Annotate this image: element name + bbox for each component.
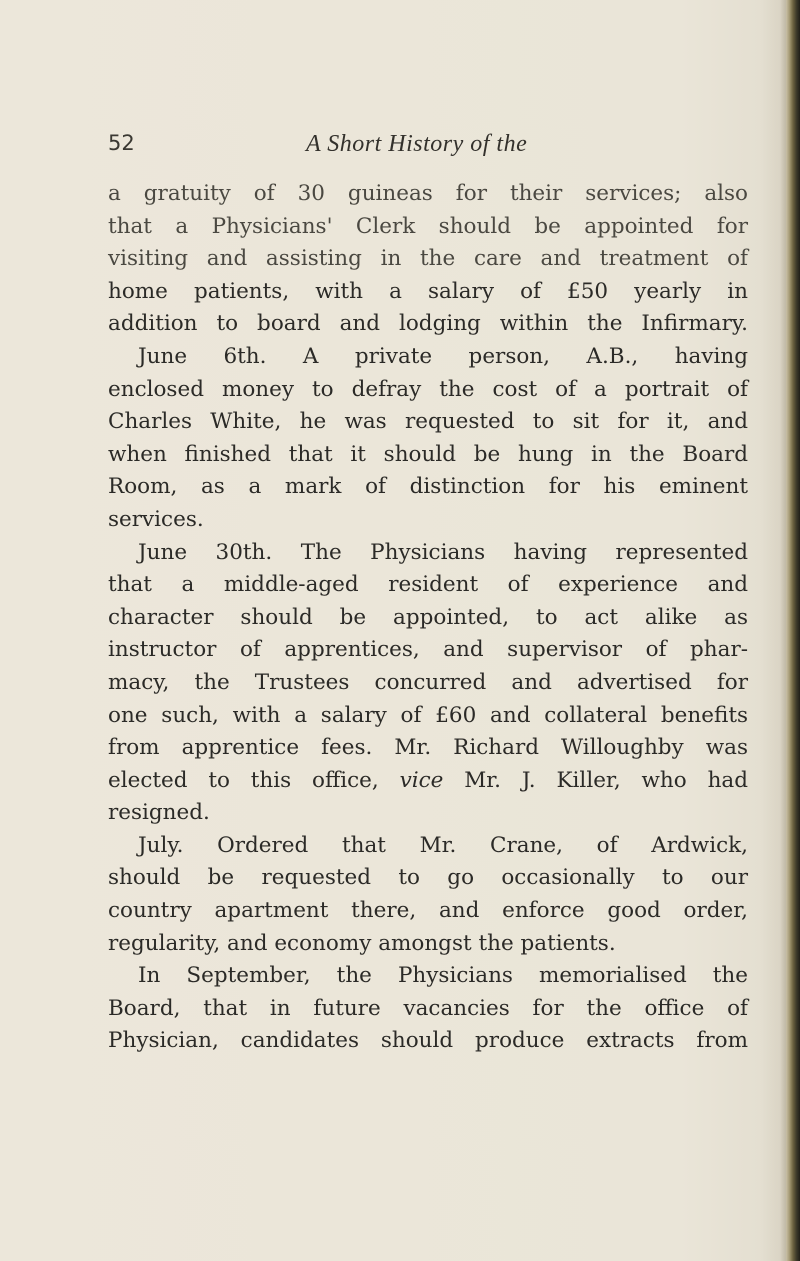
- text-line: when finished that it should be hung in the Board: [108, 441, 748, 467]
- text-line: that a Physicians' Clerk should be appointed for: [108, 213, 748, 239]
- text-line: June 6th. A private person, A.B., having: [138, 343, 748, 369]
- body-text: [108, 178, 748, 1058]
- text-line: Board, that in future vacancies for the office of: [108, 995, 748, 1021]
- running-title: A Short History of the: [306, 131, 528, 157]
- text-line: July. Ordered that Mr. Crane, of Ardwick,: [138, 832, 748, 858]
- text-line: one such, with a salary of £60 and collateral benefits: [108, 702, 748, 728]
- text-line: June 30th. The Physicians having represented: [138, 539, 748, 565]
- text-line: Physician, candidates should produce extracts from: [108, 1028, 748, 1054]
- text-line: a gratuity of 30 guineas for their services; also: [108, 181, 748, 206]
- page-number: 52: [108, 131, 135, 155]
- text-line: country apartment there, and enforce good order,: [108, 898, 748, 924]
- text-line: from apprentice fees. Mr. Richard Willoughby was: [108, 735, 748, 761]
- text-line: Charles White, he was requested to sit for it, and: [108, 409, 748, 435]
- text-line: home patients, with a salary of £50 yearly in: [108, 278, 748, 304]
- text-line: regularity, and economy amongst the patients.: [108, 930, 616, 956]
- text-line: that a middle-aged resident of experience and: [108, 572, 748, 598]
- page-header: [108, 131, 748, 161]
- text-line: character should be appointed, to act alike as: [108, 604, 748, 630]
- text-line: macy, the Trustees concurred and advertised for: [108, 669, 748, 695]
- text-line: resigned.: [108, 800, 210, 826]
- text-line: services.: [108, 506, 204, 532]
- text-line: elected to this office, vice Mr. J. Killer, who had: [108, 767, 748, 793]
- text-line: Room, as a mark of distinction for his eminent: [108, 474, 748, 500]
- text-line: enclosed money to defray the cost of a portrait of: [108, 376, 748, 402]
- text-line: In September, the Physicians memorialised the: [138, 963, 748, 989]
- book-edge: [786, 0, 800, 1261]
- text-line: addition to board and lodging within the Infirmary.: [108, 311, 748, 337]
- text-line: visiting and assisting in the care and treatment of: [108, 246, 748, 272]
- italic-word: vice: [399, 767, 444, 793]
- text-line: instructor of apprentices, and supervisor of phar-: [108, 637, 748, 663]
- text-line: should be requested to go occasionally to our: [108, 865, 748, 891]
